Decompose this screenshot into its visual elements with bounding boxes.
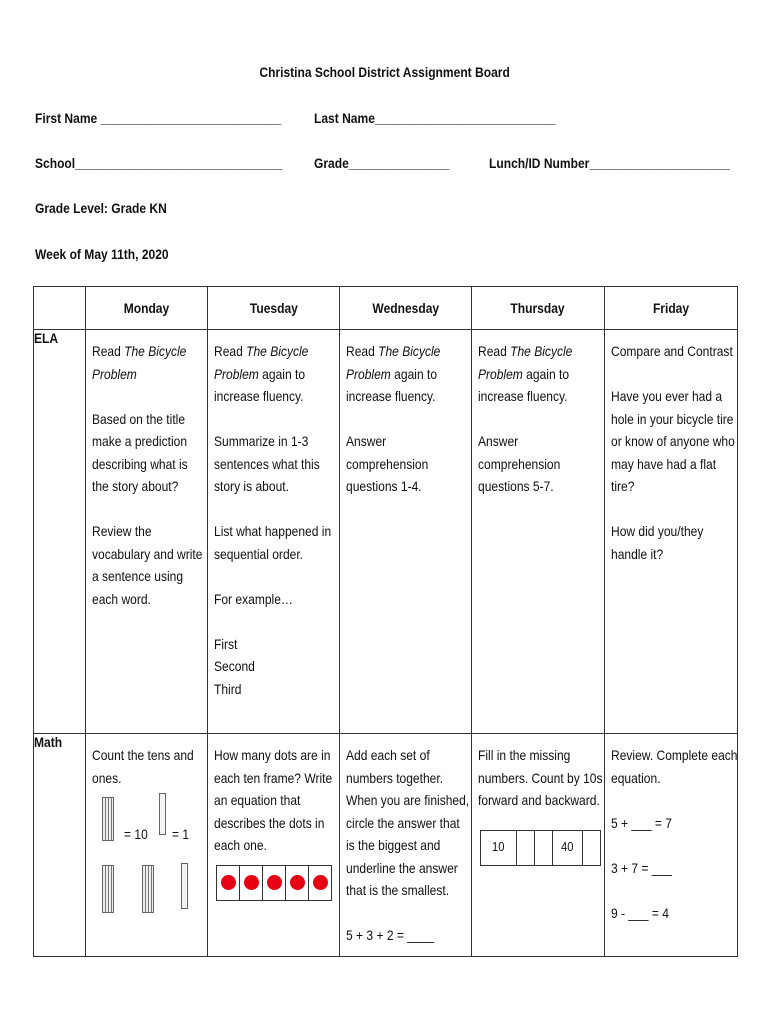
- base-ten-blocks: [92, 793, 204, 913]
- grade-field[interactable]: Grade_______________: [314, 155, 450, 171]
- ela-wednesday-read: Read The Bicycle Problem again to increase fluency.: [346, 343, 441, 404]
- ten-frame-cell: [239, 865, 262, 901]
- ela-tuesday-list: [214, 633, 340, 701]
- red-dot-icon: [313, 875, 328, 890]
- ten-rod-icon: [102, 797, 114, 841]
- last-name-field[interactable]: Last Name___________________________: [314, 110, 556, 126]
- list-item: Third: [214, 680, 242, 697]
- math-wednesday-equation: 5 + 3 + 2 = ____: [346, 927, 435, 943]
- ten-frame-cell: [216, 865, 239, 901]
- ela-label: ELA: [34, 330, 86, 734]
- math-wednesday: [340, 734, 472, 957]
- ten-value-label: = 10: [124, 826, 148, 842]
- ela-row: [34, 330, 738, 734]
- one-unit-icon: [181, 863, 188, 909]
- document-title: Christina School District Assignment Board: [259, 64, 511, 80]
- ela-thursday-questions: Answer comprehension questions 5-7.: [478, 433, 561, 494]
- math-label: Math: [34, 734, 86, 957]
- math-friday-eq2: 3 + 7 = ___: [611, 859, 672, 876]
- math-wednesday-instructions: Add each set of numbers together. When you are finished, circle the answer that is the biggest and underline the answer that is the smallest.: [346, 747, 470, 898]
- math-thursday-instructions: Fill in the missing numbers. Count by 10s forward and backward.: [478, 747, 603, 808]
- math-monday: [86, 734, 208, 957]
- math-friday: [605, 734, 738, 957]
- ela-tuesday-example: For example…: [214, 590, 293, 607]
- number-box: 40: [552, 830, 582, 866]
- math-monday-instructions: Count the tens and ones.: [92, 747, 194, 786]
- ela-monday-read: Read The Bicycle Problem: [92, 343, 187, 382]
- math-thursday: [472, 734, 605, 957]
- ela-thursday-read: Read The Bicycle Problem again to increase fluency.: [478, 343, 573, 404]
- number-box[interactable]: [582, 830, 601, 866]
- ela-friday-handle: How did you/they handle it?: [611, 523, 704, 562]
- math-row: [34, 734, 738, 957]
- ela-monday-vocab: Review the vocabulary and write a sentence using each word.: [92, 523, 203, 607]
- red-dot-icon: [221, 875, 236, 890]
- assignment-table: [33, 286, 738, 957]
- ela-wednesday: [340, 330, 472, 734]
- ten-frame-cell: [285, 865, 308, 901]
- list-item: First: [214, 635, 238, 652]
- header-tuesday: Tuesday: [208, 287, 340, 330]
- header-friday: Friday: [605, 287, 738, 330]
- ela-monday-predict: Based on the title make a prediction describing what is the story about?: [92, 410, 188, 494]
- grade-level: Grade Level: Grade KN: [35, 200, 167, 216]
- red-dot-icon: [244, 875, 259, 890]
- red-dot-icon: [267, 875, 282, 890]
- math-friday-eq1: 5 + ___ = 7: [611, 814, 672, 831]
- list-item: Second: [214, 658, 255, 674]
- ten-rod-icon: [102, 865, 114, 913]
- first-name-field[interactable]: First Name ___________________________: [35, 110, 282, 126]
- ten-frame-cell: [262, 865, 285, 901]
- math-friday-instructions: Review. Complete each equation.: [611, 747, 738, 786]
- ela-monday: [86, 330, 208, 734]
- number-box[interactable]: [516, 830, 534, 866]
- number-line: [480, 830, 601, 866]
- school-field[interactable]: School_______________________________: [35, 155, 283, 171]
- ela-tuesday-sequence: List what happened in sequential order.: [214, 523, 332, 562]
- ela-tuesday: [208, 330, 340, 734]
- ela-thursday: [472, 330, 605, 734]
- number-box[interactable]: [534, 830, 552, 866]
- ten-frame-cell: [308, 865, 332, 901]
- math-friday-eq3: 9 - ___ = 4: [611, 904, 669, 921]
- ten-frame: [216, 865, 336, 901]
- ela-friday-question: Have you ever had a hole in your bicycle tire or know of anyone who may have had a flat tire?: [611, 388, 735, 494]
- header-monday: Monday: [86, 287, 208, 330]
- math-tuesday-instructions: How many dots are in each ten frame? Write an equation that describes the dots in each one.: [214, 747, 333, 853]
- week-of: Week of May 11th, 2020: [35, 246, 169, 262]
- one-unit-icon: [159, 793, 166, 835]
- ten-rod-icon: [142, 865, 154, 913]
- ela-tuesday-summarize: Summarize in 1-3 sentences what this story is about.: [214, 433, 320, 494]
- header-row: [34, 287, 738, 330]
- lunch-id-field[interactable]: Lunch/ID Number_____________________: [489, 155, 730, 171]
- header-blank: [34, 287, 86, 330]
- red-dot-icon: [290, 875, 305, 890]
- one-value-label: = 1: [172, 826, 190, 842]
- ela-wednesday-questions: Answer comprehension questions 1-4.: [346, 433, 429, 494]
- ela-friday-compare: Compare and Contrast: [611, 343, 733, 359]
- header-thursday: Thursday: [472, 287, 605, 330]
- header-wednesday: Wednesday: [340, 287, 472, 330]
- ela-tuesday-read: Read The Bicycle Problem again to increase fluency.: [214, 343, 309, 404]
- math-tuesday: [208, 734, 340, 957]
- number-box: 10: [480, 830, 516, 866]
- ela-friday: [605, 330, 738, 734]
